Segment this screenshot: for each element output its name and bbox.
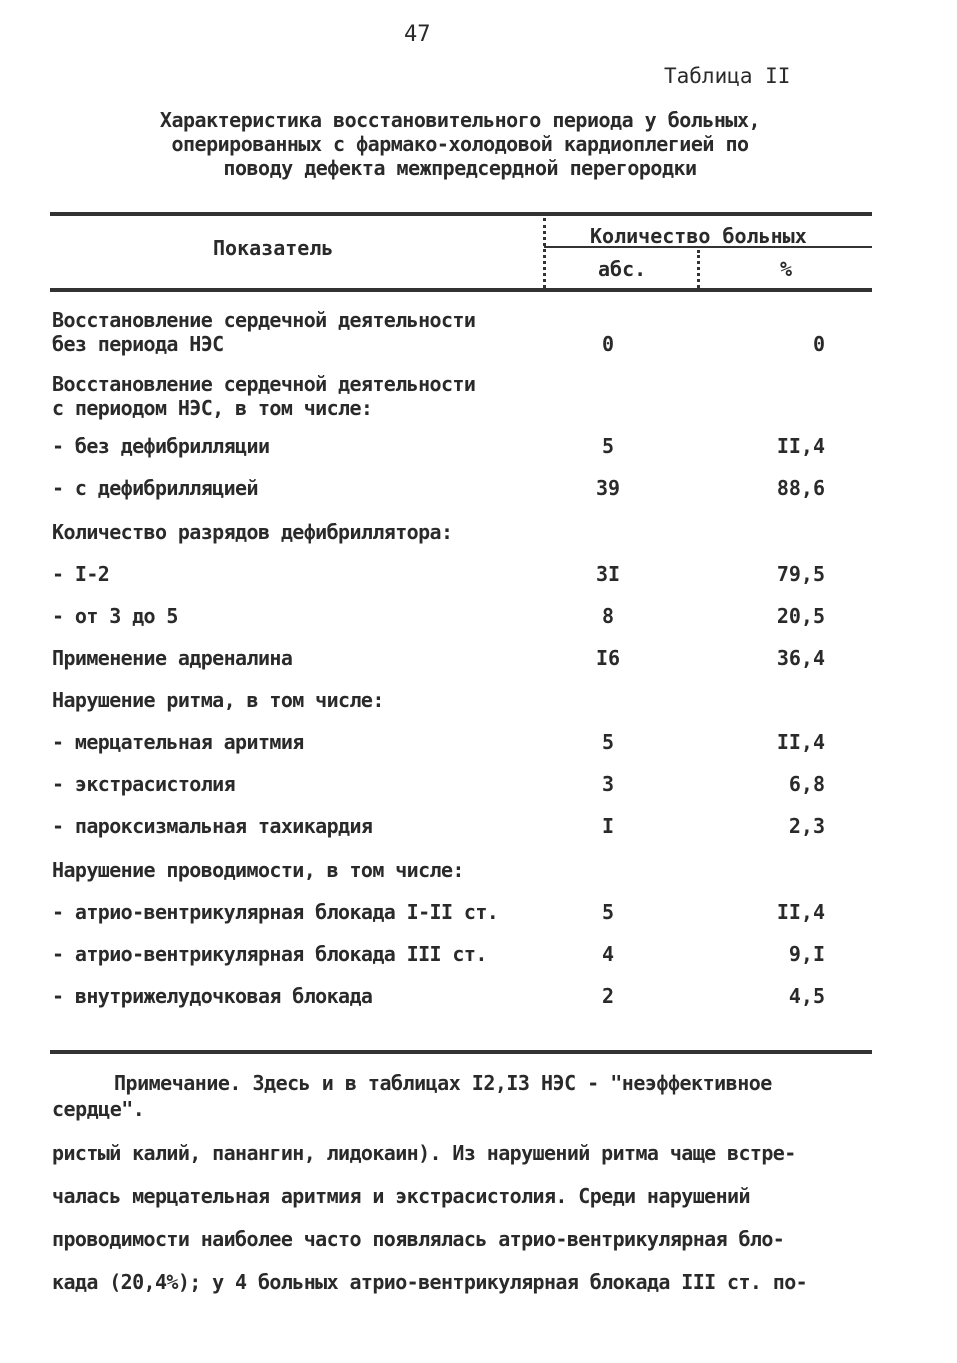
table-row [0,942,957,972]
row-pct-value: II,4 [776,434,825,458]
body-line: чалась мерцательная аритмия и экстрасистолия. Среди нарушений [52,1184,750,1208]
row-pct-value: II,4 [776,900,825,924]
row-label: без периода НЭС [52,332,224,356]
caption-line: оперированных с фармако-холодовой кардиоплегией по [171,132,749,156]
row-label: Восстановление сердечной деятельности [52,372,476,396]
row-label: Применение адреналина [52,646,293,670]
row-abs-value: 5 [601,900,615,924]
row-pct-value: 88,6 [776,476,825,500]
row-label: - атрио-вентрикулярная блокада I-II ст. [52,900,499,924]
body-line: ристый калий, панангин, лидокаин). Из нарушений ритма чаще встре- [52,1141,796,1165]
table-row [0,372,957,420]
row-abs-value: I6 [595,646,621,670]
table-row [0,562,957,592]
header-subdivider [697,250,700,288]
row-pct-value: II,4 [776,730,825,754]
page-number: 47 [404,22,431,47]
body-paragraph [52,1132,892,1304]
row-abs-value: 4 [601,942,615,966]
body-line: када (20,4%); у 4 больных атрио-вентрикулярная блокада III ст. по- [52,1270,808,1294]
row-abs-value: 8 [601,604,615,628]
header-indicator: Показатель [213,236,334,260]
row-label: Нарушение проводимости, в том числе: [52,858,464,882]
row-abs-value: 3I [595,562,621,586]
row-abs-value: 0 [601,332,615,356]
caption-line: поводу дефекта межпредсердной перегородки [223,156,697,180]
table-row [0,688,957,718]
row-abs-value: 5 [601,434,615,458]
header-divider [543,218,546,288]
row-pct-value: 36,4 [776,646,825,670]
table-bottom-rule [50,1050,872,1054]
table-note: Примечание. Здесь и в таблицах I2,I3 НЭС - "неэффективное сердце". [52,1071,772,1121]
row-abs-value: 39 [595,476,621,500]
row-label: с периодом НЭС, в том числе: [52,396,373,420]
table-row [0,646,957,676]
table-row [0,858,957,888]
body-line: проводимости наиболее часто появлялась атрио-вентрикулярная бло- [52,1227,785,1251]
table-row [0,520,957,550]
row-label: - без дефибрилляции [52,434,270,458]
header-abs: абс. [598,257,647,281]
header-bottom-rule [50,288,872,292]
table-caption [110,108,810,180]
table-row [0,730,957,760]
table-row [0,434,957,464]
row-label: - внутрижелудочковая блокада [52,984,373,1008]
table-row [0,772,957,802]
table-label: Таблица II [664,64,791,88]
table-row [0,476,957,506]
table-row [0,900,957,930]
row-pct-value: 6,8 [788,772,825,796]
row-pct-value: 20,5 [776,604,825,628]
row-label: - атрио-вентрикулярная блокада III ст. [52,942,487,966]
row-pct-value: 0 [812,332,825,356]
row-label: - с дефибрилляцией [52,476,258,500]
row-pct-value: 4,5 [788,984,825,1008]
row-label: - мерцательная аритмия [52,730,304,754]
row-abs-value: 3 [601,772,615,796]
row-label: Количество разрядов дефибриллятора: [52,520,453,544]
row-label: Восстановление сердечной деятельности [52,308,476,332]
row-pct-value: 79,5 [776,562,825,586]
row-pct-value: 2,3 [788,814,825,838]
row-label: Нарушение ритма, в том числе: [52,688,384,712]
row-abs-value: 5 [601,730,615,754]
header-count: Количество больных [590,224,807,248]
row-label: - I-2 [52,562,110,586]
table-row [0,604,957,634]
header-pct: % [780,257,793,281]
table-row [0,984,957,1014]
table-top-rule [50,212,872,216]
row-pct-value: 9,I [788,942,825,966]
row-label: - от 3 до 5 [52,604,178,628]
row-label: - пароксизмальная тахикардия [52,814,373,838]
table-row [0,308,957,356]
row-abs-value: 2 [601,984,615,1008]
table-row [0,814,957,844]
row-label: - экстрасистолия [52,772,236,796]
row-abs-value: I [601,814,615,838]
caption-line: Характеристика восстановительного периода у больных, [159,108,761,132]
